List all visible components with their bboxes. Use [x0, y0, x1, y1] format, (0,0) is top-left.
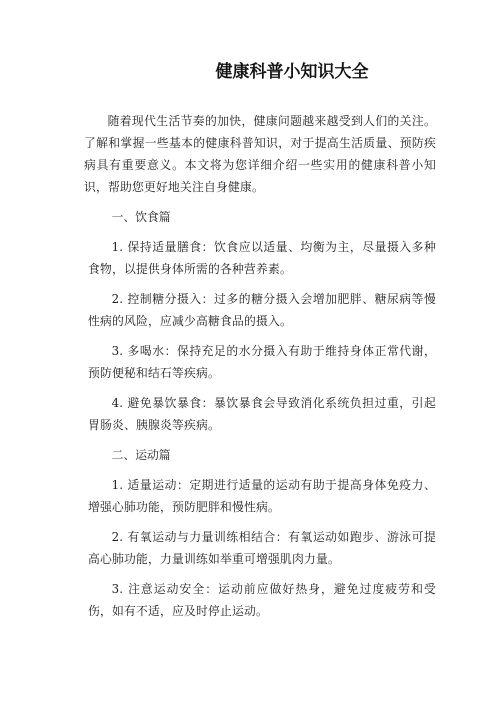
document-title: 健康科普小知识大全	[215, 62, 369, 82]
intro-paragraph: 随着现代生活节奏的加快，健康问题越来越受到人们的关注。了解和掌握一些基本的健康科普知识，对于提高生活质量、预防疾病具有重要意义。本文将为您详细介绍一些实用的健康科普小知识，帮助您更好地关注自身健康。	[84, 114, 436, 194]
list-item: 4. 避免暴饮暴食：暴饮暴食会导致消化系统负担过重，引起胃肠炎、胰腺炎等疾病。	[88, 396, 436, 432]
section-exercise	[88, 444, 436, 622]
section-heading-exercise: 二、运动篇	[111, 448, 171, 462]
list-item: 3. 多喝水：保持充足的水分摄入有助于维持身体正常代谢，预防便秘和结石等疾病。	[88, 344, 436, 380]
section-heading-diet: 一、饮食篇	[111, 210, 171, 224]
list-item: 2. 有氧运动与力量训练相结合：有氧运动如跑步、游泳可提高心肺功能，力量训练如举重可增强肌肉力量。	[88, 530, 436, 566]
section-diet	[88, 206, 436, 436]
list-item: 3. 注意运动安全：运动前应做好热身，避免过度疲劳和受伤，如有不适，应及时停止运动。	[88, 582, 436, 618]
list-item: 1. 适量运动：定期进行适量的运动有助于提高身体免疫力、增强心肺功能，预防肥胖和慢性病。	[88, 478, 436, 514]
list-item: 2. 控制糖分摄入：过多的糖分摄入会增加肥胖、糖尿病等慢性病的风险，应减少高糖食品的摄入。	[88, 292, 436, 328]
list-item: 1. 保持适量膳食：饮食应以适量、均衡为主，尽量摄入多种食物，以提供身体所需的各种营养素。	[88, 240, 436, 276]
